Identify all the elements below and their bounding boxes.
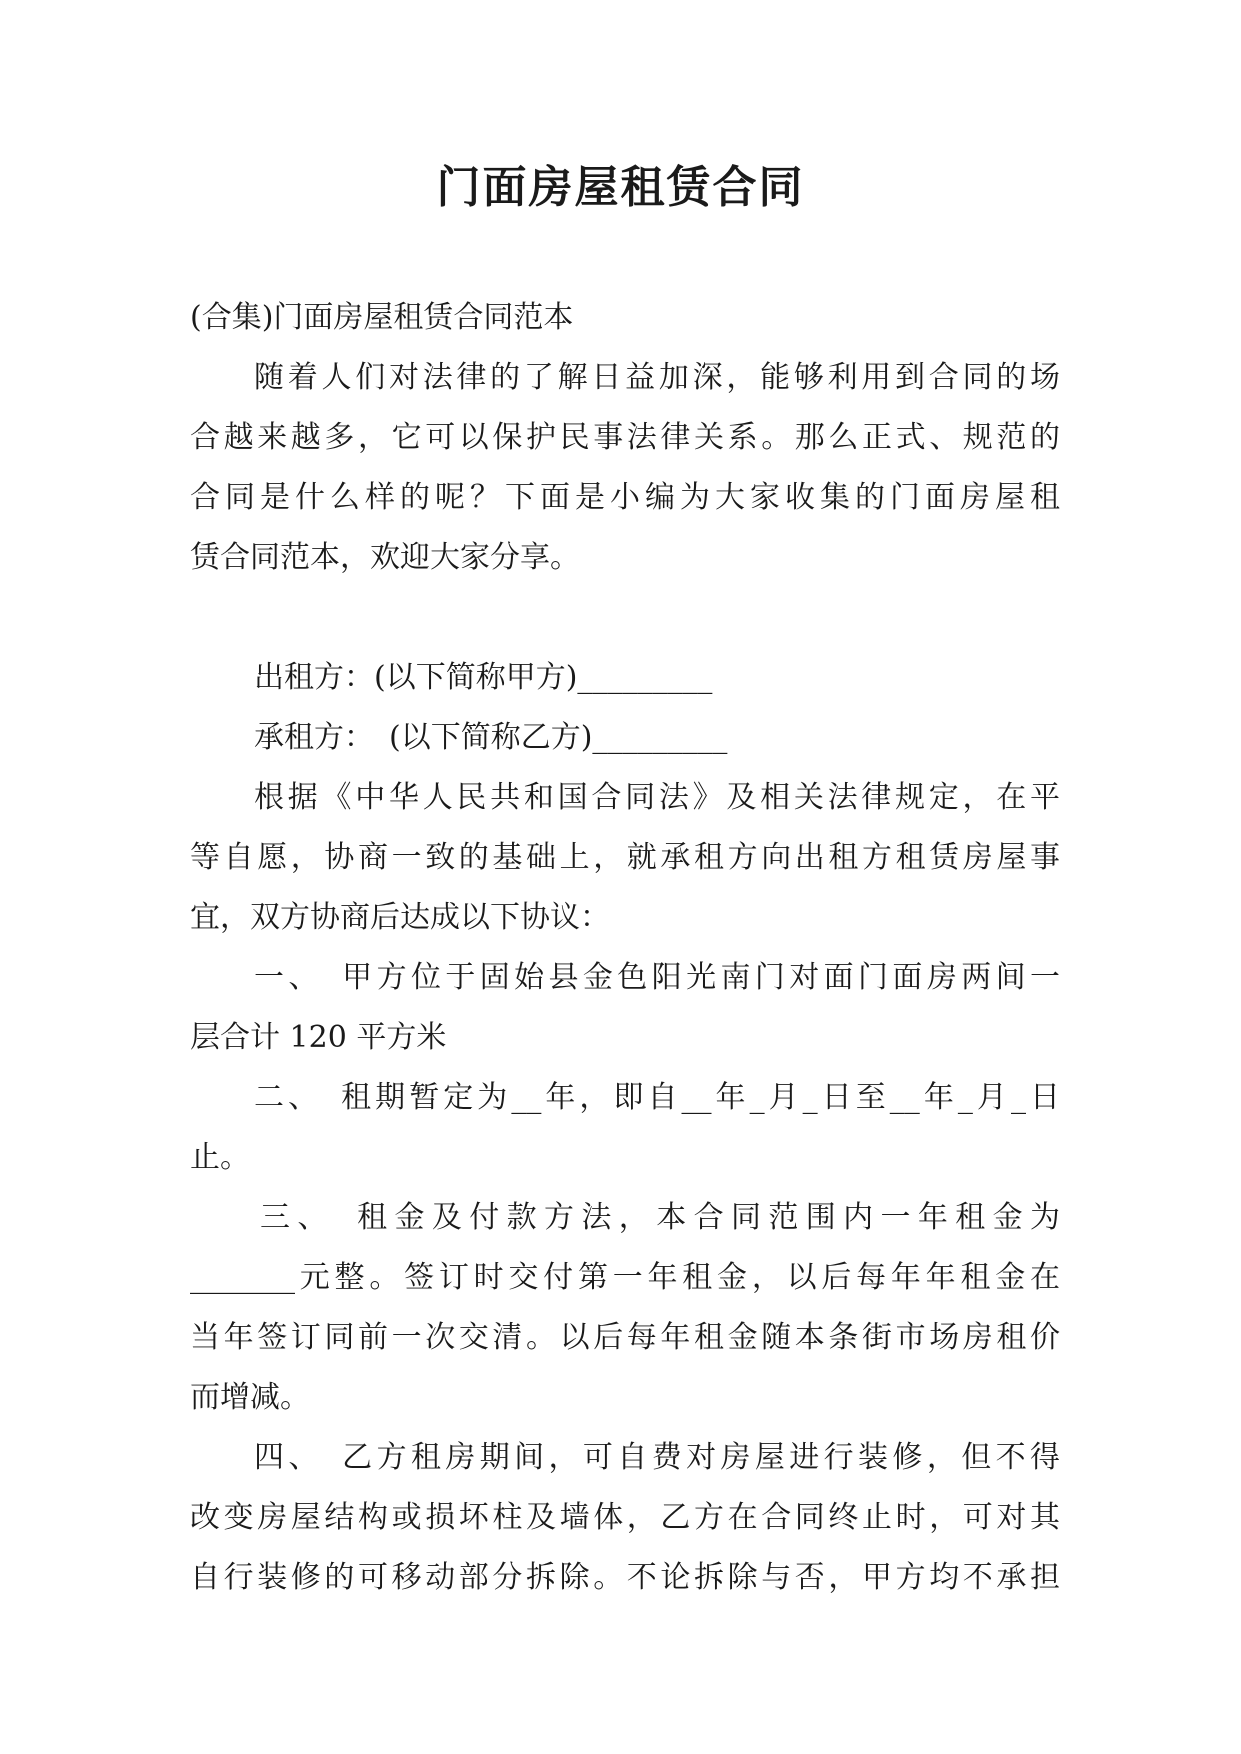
- paragraph-gap: [190, 588, 1060, 648]
- text-line: 赁合同范本，欢迎大家分享。: [190, 540, 580, 575]
- text-line: 止。: [190, 1140, 250, 1175]
- text-line: 当年签订同前一次交清。以后每年租金随本条街市场房租价: [190, 1320, 1060, 1355]
- text-line: _______元整。签订时交付第一年租金，以后每年年租金在: [190, 1260, 1060, 1295]
- text-line: 合同是什么样的呢？下面是小编为大家收集的门面房屋租: [190, 480, 1060, 515]
- text-line: 承租方： (以下简称乙方)_________: [254, 720, 728, 755]
- text-line: 宜，双方协商后达成以下协议：: [190, 900, 610, 935]
- text-line: 二、 租期暂定为__年，即自__年_月_日至__年_月_日: [254, 1080, 1060, 1115]
- text-line: 层合计 120 平方米: [190, 1020, 447, 1055]
- text-line: 合越来越多，它可以保护民事法律关系。那么正式、规范的: [190, 420, 1060, 455]
- text-line: 四、 乙方租房期间，可自费对房屋进行装修，但不得: [254, 1440, 1060, 1475]
- text-line: (合集)门面房屋租赁合同范本: [190, 300, 574, 335]
- text-line: 一、 甲方位于固始县金色阳光南门对面门面房两间一: [254, 960, 1060, 995]
- text-line: 三、 租金及付款方法，本合同范围内一年租金为: [260, 1200, 1060, 1235]
- text-line: 自行装修的可移动部分拆除。不论拆除与否，甲方均不承担: [190, 1560, 1060, 1595]
- text-line: 改变房屋结构或损坏柱及墙体，乙方在合同终止时，可对其: [190, 1500, 1060, 1535]
- text-line: 随着人们对法律的了解日益加深，能够利用到合同的场: [254, 360, 1060, 395]
- text-line: 出租方：(以下简称甲方)_________: [254, 660, 713, 695]
- document-title: 门面房屋租赁合同: [436, 162, 805, 213]
- text-line: 等自愿，协商一致的基础上，就承租方向出租方租赁房屋事: [190, 840, 1060, 875]
- text-line: 而增减。: [190, 1380, 310, 1415]
- text-line: 根据《中华人民共和国合同法》及相关法律规定，在平: [254, 780, 1060, 815]
- document-body: [190, 288, 1060, 1608]
